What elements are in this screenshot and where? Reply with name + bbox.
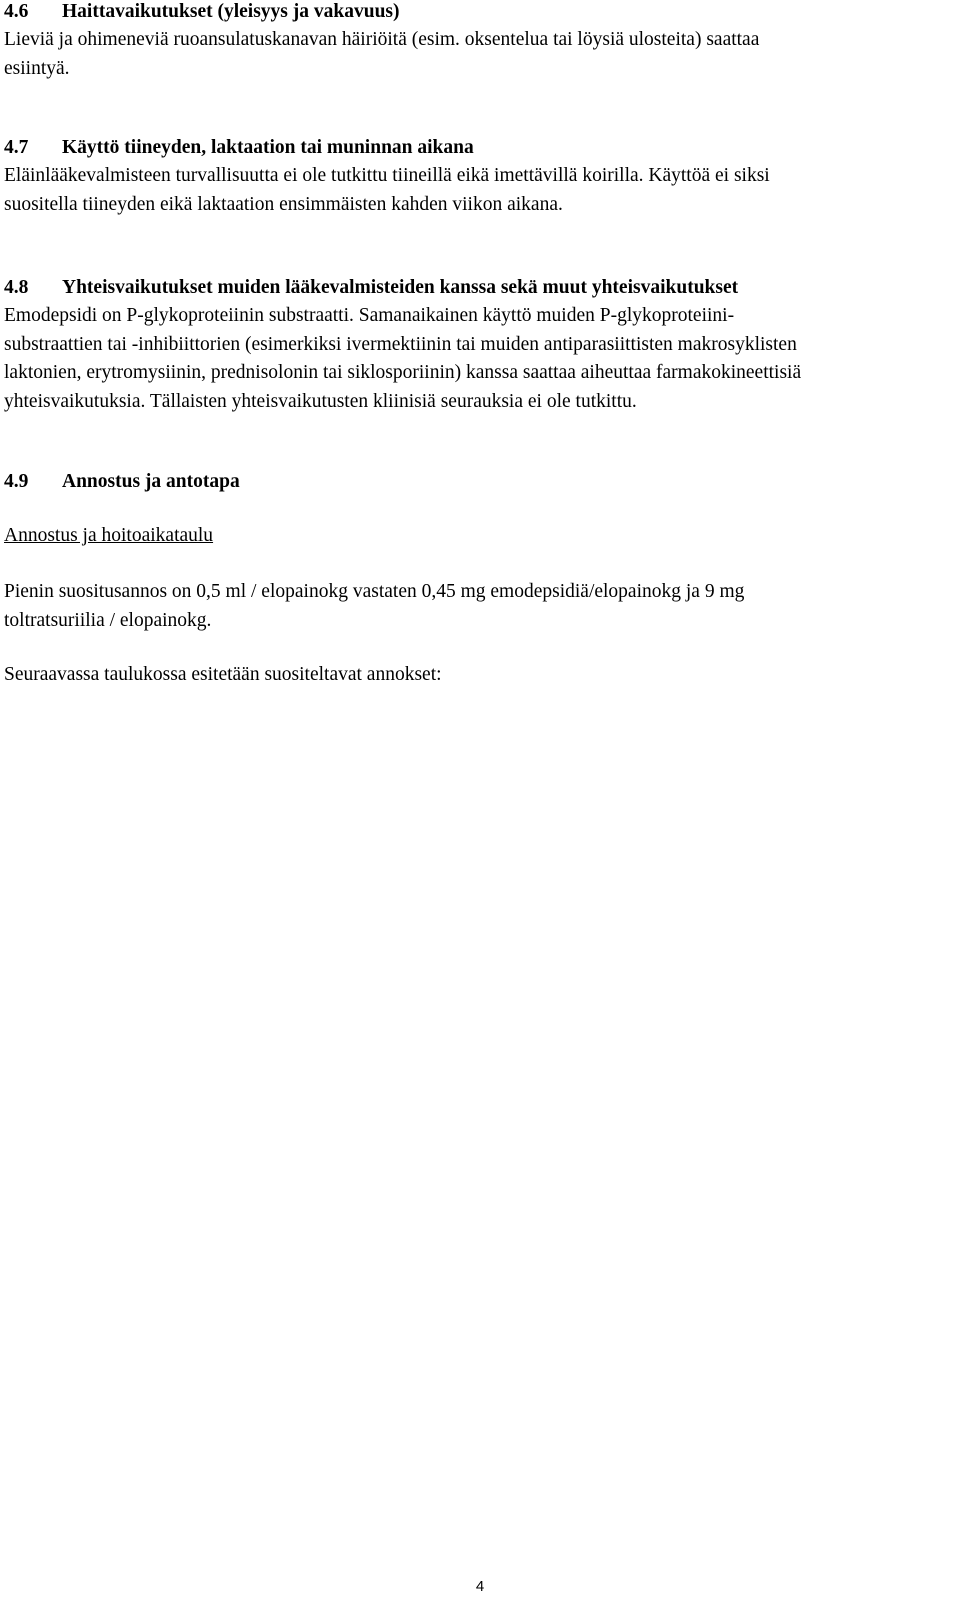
- text-line: Emodepsidi on P-glykoproteiinin substraatti. Samanaikainen käyttö muiden P-glykoproteiini-: [4, 305, 735, 326]
- section-title: Annostus ja antotapa: [62, 471, 240, 492]
- text-line: toltratsuriilia / elopainokg.: [4, 609, 212, 631]
- section-heading-4-9: [4, 470, 240, 494]
- paragraph-table-intro: [4, 661, 950, 690]
- page-number: 4: [475, 1578, 485, 1595]
- text-line: Seuraavassa taulukossa esitetään suositeltavat annokset:: [4, 664, 442, 685]
- section-title: Käyttö tiineyden, laktaation tai muninnan aikana: [62, 137, 474, 158]
- paragraph-dosage: [4, 578, 950, 635]
- paragraph-side-effects: [4, 26, 950, 83]
- text-line: Eläinlääkevalmisteen turvallisuutta ei ole tutkittu tiineillä eikä imettävillä koirilla. Käyttöä ei siksi: [4, 165, 770, 186]
- text-line: Pienin suositusannos on 0,5 ml / elopainokg vastaten 0,45 mg emodepsidiä/elopainokg ja 9 mg: [4, 581, 745, 602]
- text-line: substraattien tai -inhibiittorien (esimerkiksi ivermektiinin tai muiden antiparasiittisten makrosyklisten: [4, 333, 797, 355]
- section-heading-4-6: [4, 0, 400, 24]
- text-line: yhteisvaikutuksia. Tällaisten yhteisvaikutusten kliinisiä seurauksia ei ole tutkittu.: [4, 390, 637, 412]
- subheading-dosage-schedule: [4, 522, 950, 551]
- text-line: Lieviä ja ohimeneviä ruoansulatuskanavan häiriöitä (esim. oksentelua tai löysiä ulosteita) saattaa: [4, 29, 760, 50]
- section-heading-4-7: [4, 136, 474, 160]
- text-line: suositella tiineyden eikä laktaation ensimmäisten kahden viikon aikana.: [4, 193, 563, 215]
- section-title: Haittavaikutukset (yleisyys ja vakavuus): [62, 1, 400, 22]
- section-number: 4.6: [4, 1, 29, 22]
- section-number: 4.7: [4, 137, 29, 158]
- text-line: laktonien, erytromysiinin, prednisolonin tai siklosporiinin) kanssa saattaa aiheuttaa farmakokineettisiä: [4, 362, 802, 383]
- section-heading-4-8: [4, 276, 738, 300]
- section-title: Yhteisvaikutukset muiden lääkevalmisteiden kanssa sekä muut yhteisvaikutukset: [62, 277, 739, 298]
- section-number: 4.8: [4, 277, 29, 298]
- text-line: esiintyä.: [4, 57, 70, 79]
- section-number: 4.9: [4, 471, 29, 492]
- paragraph-pregnancy: [4, 162, 950, 219]
- paragraph-interactions: [4, 302, 950, 416]
- subheading-text: Annostus ja hoitoaikataulu: [4, 525, 214, 546]
